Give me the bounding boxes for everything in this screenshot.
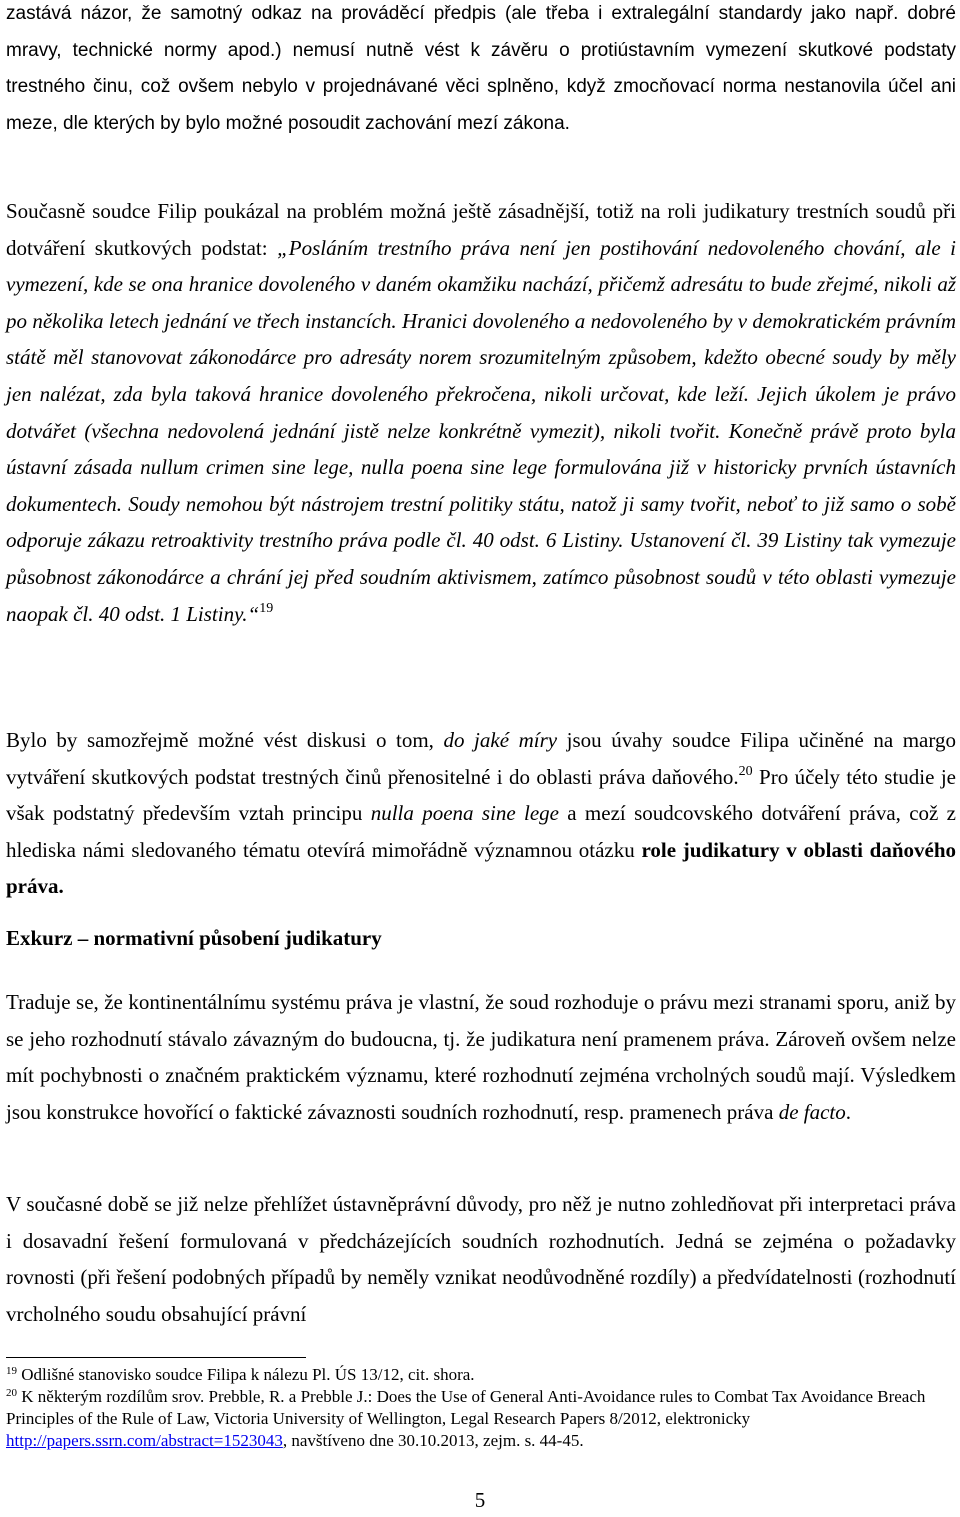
footnote-text: K některým rozdílům srov. Prebble, R. a Prebble J.: Does the Use of General Anti-Avoidance rules to Combat Tax Avoidance Breach Principles of the Rule of Law, Victoria University of Wellington, Legal Research Papers 8/2012, elektronicky (6, 1387, 926, 1428)
footnote-20 (6, 1386, 956, 1452)
footnote-ref-19[interactable]: 19 (259, 600, 274, 616)
para4-text-2: . (845, 1099, 851, 1124)
page-number: 5 (474, 1488, 486, 1512)
para2-quote: „Posláním trestního práva není jen postihování nedovoleného chování, ale i vymezení, kde se ona hranice dovoleného v daném okamžiku nachází, přičemž adresátu to bude zřejmé, nikoli až po několika letech jednání ve třech instancích. Hranici dovoleného a nedovoleného by v demokratickém právním státě měl stanovovat zákonodárce pro adresáty norem srozumitelným způsobem, kdežto obecné soudy by měly jen nalézat, zda byla taková hranice dovoleného překročena, nikoli určovat, kde leží. Jejich úkolem je právo dotvářet (všechna nedovolená jednání jistě nelze konkrétně vymezit), nikoli tvořit. Konečně právě proto byla ústavní zásada nullum crimen sine lege, nulla poena sine lege formulována již v historicky prvních ústavních dokumentech. Soudy nemohou být nástrojem trestní politiky státu, natož ji samy tvořit, neboť to již samo o sobě odporuje zákazu retroaktivity trestního práva podle čl. 40 odst. 6 Listiny. Ustanovení čl. 39 Listiny tak vymezuje působnost zákonodárce a chrání jej před soudním aktivismem, zatímco působnost soudů v této oblasti vymezuje naopak čl. 40 odst. 1 Listiny.“ (6, 235, 956, 626)
paragraph-judge-filip (6, 193, 956, 632)
para3-text-3: Pro účely této studie je však podstatný především vztah principu (6, 764, 956, 826)
footnote-ref-20[interactable]: 20 (738, 763, 753, 779)
para3-text-2: jsou úvahy soudce Filipa učiněné na margo vytváření skutkových podstat trestných činů přenositelné i do oblasti práva daňového. (6, 728, 956, 789)
paragraph-current-era: V současné době se již nelze přehlížet ústavněprávní důvody, pro něž je nutno zohledňovat při interpretaci práva i dosavadní řešení formulovaná v předcházejících soudních rozhodnutích. Jedná se zejména o požadavky rovnosti (při řešení podobných případů by neměly vznikat neodůvodněné rozdíly) a předvídatelnosti (rozhodnutí vrcholného soudu obsahující právní (6, 1192, 956, 1326)
paragraph-intro: zastává názor, že samotný odkaz na prováděcí předpis (ale třeba i extralegální standardy jako např. dobré mravy, technické normy apod.) nemusí nutně vést k závěru o protiústavním vymezení skutkové podstaty trestného činu, což ovšem nebylo v projednávané věci splněno, když zmocňovací norma nestanovila účel ani meze, dle kterých by bylo možné posoudit zachování mezí zákona. (6, 3, 956, 134)
para4-text-1: Traduje se, že kontinentálnímu systému práva je vlastní, že soud rozhoduje o právu mezi stranami sporu, aniž by se jeho rozhodnutí stávalo závazným do budoucna, tj. že judikatura není pramenem práva. Zároveň ovšem nelze mít pochybnosti o značném praktickém významu, které rozhodnutí zejména vrcholných soudů mají. Výsledkem jsou konstrukce hovořící o faktické závaznosti soudních rozhodnutí, resp. pramenech práva (6, 990, 956, 1124)
paragraph-discussion (6, 722, 956, 905)
para3-italic-1: do jaké míry (443, 728, 558, 752)
para3-text-1: Bylo by samozřejmě možné vést diskusi o tom, (6, 728, 444, 752)
footnote-text-after: , navštíveno dne 30.10.2013, zejm. s. 44-45. (282, 1431, 584, 1450)
footnote-divider (6, 1357, 306, 1358)
para4-italic: de facto (778, 1099, 846, 1124)
paragraph-tradition (6, 984, 956, 1130)
footnote-number: 20 (6, 1387, 17, 1399)
footnote-number: 19 (6, 1365, 17, 1377)
ssrn-link[interactable]: http://papers.ssrn.com/abstract=1523043 (6, 1431, 283, 1450)
para3-italic-2: nulla poena sine lege (370, 801, 559, 826)
footnote-19 (6, 1364, 956, 1386)
para2-lead: Současně soudce Filip poukázal na problém možná ještě zásadnější, totiž na roli judikatury trestních soudů při dotváření skutkových podstat: (6, 199, 956, 260)
para3-text-4: a mezí soudcovského dotváření práva, což z hlediska námi sledovaného tématu otevírá mimořádně významnou otázku (6, 801, 956, 862)
footnote-text: Odlišné stanovisko soudce Filipa k nálezu Pl. ÚS 13/12, cit. shora. (17, 1365, 475, 1384)
para3-bold: role judikatury v oblasti daňového práva. (6, 837, 957, 899)
footnotes (6, 1364, 956, 1452)
section-heading: Exkurz – normativní působení judikatury (6, 926, 382, 950)
